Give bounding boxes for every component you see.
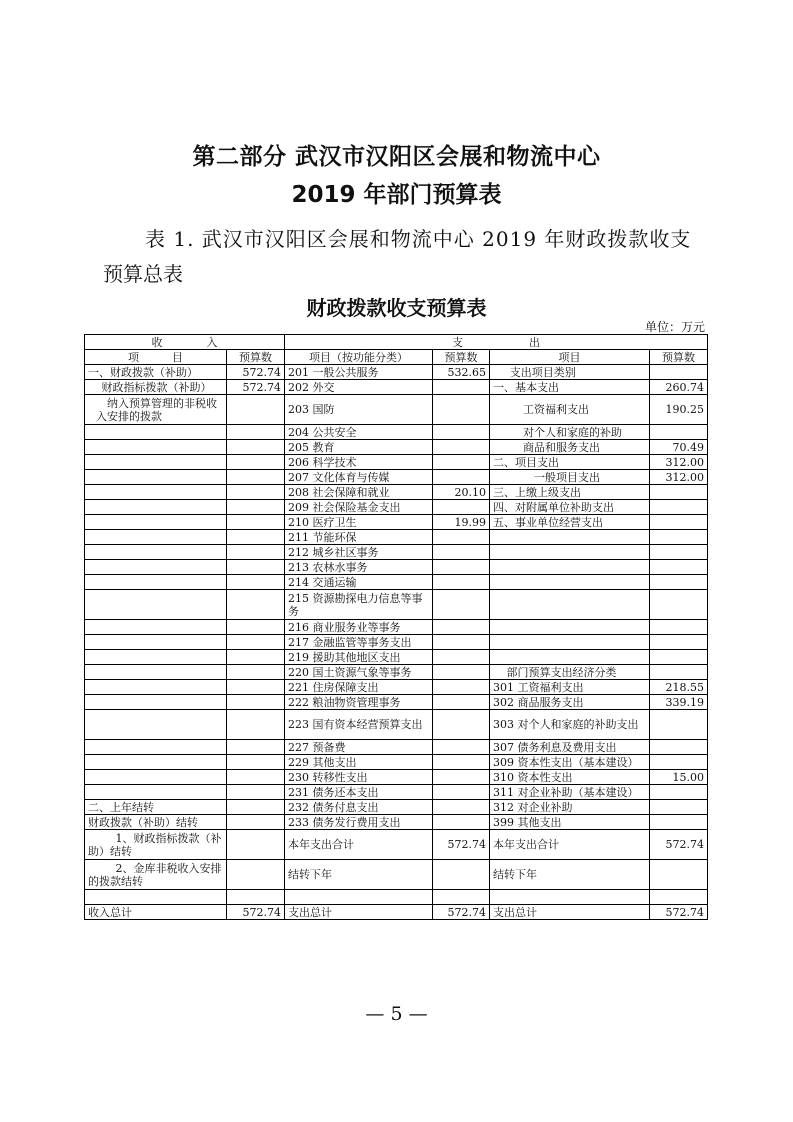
table-row xyxy=(85,530,708,545)
cell-function-item: 本年支出合计 xyxy=(285,830,433,860)
cell-income-item xyxy=(85,680,227,695)
cell-function-amount: 572.74 xyxy=(433,830,490,860)
cell-income-item xyxy=(85,470,227,485)
col-header-income-item: 项 目 xyxy=(85,350,227,365)
cell-expense-amount: 190.25 xyxy=(650,395,708,425)
cell-function-amount xyxy=(433,620,490,635)
cell-expense-item xyxy=(490,650,650,665)
cell-expense-item: 支出总计 xyxy=(490,905,650,920)
cell-expense-item: 310 资本性支出 xyxy=(490,770,650,785)
table-row xyxy=(85,515,708,530)
cell-function-item: 223 国有资本经营预算支出 xyxy=(285,710,433,740)
cell-function-item: 221 住房保障支出 xyxy=(285,680,433,695)
col-header-expense-item: 项目 xyxy=(490,350,650,365)
cell-income-amount xyxy=(227,830,285,860)
cell-income-amount xyxy=(227,785,285,800)
table-row xyxy=(85,710,708,740)
cell-expense-item xyxy=(490,890,650,905)
cell-income-item: 财政指标拨款（补助） xyxy=(85,380,227,395)
cell-expense-item: 三、上缴上级支出 xyxy=(490,485,650,500)
cell-income-amount xyxy=(227,710,285,740)
cell-expense-amount xyxy=(650,800,708,815)
cell-expense-item xyxy=(490,590,650,620)
cell-expense-amount xyxy=(650,500,708,515)
table-row xyxy=(85,665,708,680)
cell-function-item: 229 其他支出 xyxy=(285,755,433,770)
cell-income-amount xyxy=(227,500,285,515)
cell-function-amount xyxy=(433,800,490,815)
cell-expense-item: 工资福利支出 xyxy=(490,395,650,425)
cell-expense-item: 结转下年 xyxy=(490,860,650,890)
col-header-expense-amount: 预算数 xyxy=(650,350,708,365)
cell-function-amount xyxy=(433,680,490,695)
cell-income-amount xyxy=(227,590,285,620)
cell-function-amount xyxy=(433,560,490,575)
cell-income-item xyxy=(85,620,227,635)
cell-expense-amount xyxy=(650,860,708,890)
table-row xyxy=(85,770,708,785)
table-row xyxy=(85,575,708,590)
cell-function-item: 213 农林水事务 xyxy=(285,560,433,575)
cell-expense-amount xyxy=(650,425,708,440)
cell-expense-amount xyxy=(650,785,708,800)
cell-function-item: 结转下年 xyxy=(285,860,433,890)
cell-function-amount xyxy=(433,470,490,485)
cell-income-amount xyxy=(227,470,285,485)
cell-expense-item: 一般项目支出 xyxy=(490,470,650,485)
cell-expense-item: 对个人和家庭的补助 xyxy=(490,425,650,440)
cell-expense-item: 312 对企业补助 xyxy=(490,800,650,815)
cell-function-amount xyxy=(433,785,490,800)
page-subtitle: 2019 年部门预算表 xyxy=(291,182,502,208)
cell-function-amount: 532.65 xyxy=(433,365,490,380)
cell-expense-item: 301 工资福利支出 xyxy=(490,680,650,695)
cell-expense-item: 311 对企业补助（基本建设） xyxy=(490,785,650,800)
table-row xyxy=(85,680,708,695)
cell-expense-amount xyxy=(650,815,708,830)
cell-income-amount xyxy=(227,680,285,695)
cell-function-item: 209 社会保险基金支出 xyxy=(285,500,433,515)
cell-income-item xyxy=(85,425,227,440)
cell-function-item: 233 债务发行费用支出 xyxy=(285,815,433,830)
budget-table-body xyxy=(85,335,708,920)
cell-function-amount xyxy=(433,575,490,590)
cell-income-amount xyxy=(227,620,285,635)
cell-income-amount xyxy=(227,485,285,500)
cell-income-item xyxy=(85,710,227,740)
table-caption-continued: 预算总表 xyxy=(103,262,183,286)
table-row xyxy=(85,860,708,890)
cell-expense-amount: 572.74 xyxy=(650,830,708,860)
cell-function-amount: 19.99 xyxy=(433,515,490,530)
cell-income-amount xyxy=(227,815,285,830)
cell-function-item xyxy=(285,890,433,905)
table-row xyxy=(85,815,708,830)
cell-income-amount xyxy=(227,695,285,710)
table-row xyxy=(85,425,708,440)
cell-expense-amount xyxy=(650,515,708,530)
cell-function-amount xyxy=(433,755,490,770)
page-number: — 5 — xyxy=(365,1003,428,1025)
cell-function-amount xyxy=(433,395,490,425)
group-header-row xyxy=(85,335,708,350)
cell-income-item xyxy=(85,635,227,650)
table-row xyxy=(85,830,708,860)
col-header-income-amount: 预算数 xyxy=(227,350,285,365)
col-header-function-item: 项目（按功能分类） xyxy=(285,350,433,365)
cell-income-amount xyxy=(227,530,285,545)
cell-expense-amount xyxy=(650,560,708,575)
cell-function-item: 217 金融监管等事务支出 xyxy=(285,635,433,650)
cell-income-item xyxy=(85,545,227,560)
cell-function-item: 222 粮油物资管理事务 xyxy=(285,695,433,710)
cell-expense-amount xyxy=(650,665,708,680)
table-row xyxy=(85,500,708,515)
cell-function-item: 211 节能环保 xyxy=(285,530,433,545)
table-row xyxy=(85,395,708,425)
cell-income-item xyxy=(85,785,227,800)
cell-expense-amount xyxy=(650,365,708,380)
cell-function-item: 202 外交 xyxy=(285,380,433,395)
cell-function-amount xyxy=(433,455,490,470)
cell-income-item xyxy=(85,740,227,755)
cell-function-item: 206 科学技术 xyxy=(285,455,433,470)
cell-function-item: 201 一般公共服务 xyxy=(285,365,433,380)
cell-income-item xyxy=(85,890,227,905)
cell-function-item: 231 债务还本支出 xyxy=(285,785,433,800)
cell-income-item: 一、财政拨款（补助） xyxy=(85,365,227,380)
cell-income-amount xyxy=(227,755,285,770)
table-row xyxy=(85,365,708,380)
cell-expense-amount: 70.49 xyxy=(650,440,708,455)
cell-income-amount xyxy=(227,560,285,575)
cell-expense-item xyxy=(490,545,650,560)
cell-income-item xyxy=(85,665,227,680)
table-row xyxy=(85,800,708,815)
cell-expense-amount xyxy=(650,650,708,665)
cell-income-amount xyxy=(227,575,285,590)
cell-expense-amount xyxy=(650,620,708,635)
cell-function-amount xyxy=(433,500,490,515)
cell-income-item: 2、金库非税收入安排的拨款结转 xyxy=(85,860,227,890)
cell-function-item: 215 资源勘探电力信息等事务 xyxy=(285,590,433,620)
cell-expense-amount: 312.00 xyxy=(650,455,708,470)
cell-income-amount xyxy=(227,650,285,665)
table-row xyxy=(85,635,708,650)
cell-income-amount xyxy=(227,425,285,440)
cell-expense-amount xyxy=(650,590,708,620)
cell-expense-item: 302 商品服务支出 xyxy=(490,695,650,710)
table-row xyxy=(85,695,708,710)
cell-function-amount xyxy=(433,545,490,560)
table-row xyxy=(85,650,708,665)
cell-function-item: 205 教育 xyxy=(285,440,433,455)
cell-expense-item: 商品和服务支出 xyxy=(490,440,650,455)
cell-expense-amount: 339.19 xyxy=(650,695,708,710)
cell-income-amount xyxy=(227,740,285,755)
cell-expense-amount: 572.74 xyxy=(650,905,708,920)
cell-expense-amount: 218.55 xyxy=(650,680,708,695)
cell-income-amount xyxy=(227,545,285,560)
cell-expense-amount xyxy=(650,530,708,545)
cell-expense-item: 309 资本性支出（基本建设） xyxy=(490,755,650,770)
cell-income-amount xyxy=(227,890,285,905)
cell-expense-item xyxy=(490,530,650,545)
cell-income-item xyxy=(85,440,227,455)
column-header-row xyxy=(85,350,708,365)
cell-function-item: 207 文化体育与传媒 xyxy=(285,470,433,485)
cell-function-item: 支出总计 xyxy=(285,905,433,920)
cell-expense-amount: 15.00 xyxy=(650,770,708,785)
table-row xyxy=(85,740,708,755)
cell-expense-item: 307 债务利息及费用支出 xyxy=(490,740,650,755)
cell-function-item: 204 公共安全 xyxy=(285,425,433,440)
cell-function-amount xyxy=(433,710,490,740)
col-header-function-amount: 预算数 xyxy=(433,350,490,365)
table-row xyxy=(85,485,708,500)
cell-income-amount xyxy=(227,665,285,680)
cell-function-item: 208 社会保障和就业 xyxy=(285,485,433,500)
cell-function-item: 230 转移性支出 xyxy=(285,770,433,785)
cell-expense-amount xyxy=(650,485,708,500)
cell-income-amount: 572.74 xyxy=(227,365,285,380)
cell-expense-item xyxy=(490,620,650,635)
unit-label: 单位：万元 xyxy=(644,320,705,334)
table-row xyxy=(85,890,708,905)
cell-function-amount xyxy=(433,695,490,710)
cell-expense-amount xyxy=(650,890,708,905)
cell-expense-amount xyxy=(650,710,708,740)
cell-function-amount xyxy=(433,425,490,440)
cell-function-amount xyxy=(433,770,490,785)
cell-income-item: 二、上年结转 xyxy=(85,800,227,815)
table-row xyxy=(85,380,708,395)
cell-expense-item: 一、基本支出 xyxy=(490,380,650,395)
cell-expense-item xyxy=(490,635,650,650)
cell-function-amount: 20.10 xyxy=(433,485,490,500)
cell-income-item xyxy=(85,515,227,530)
cell-function-amount xyxy=(433,380,490,395)
table-row xyxy=(85,785,708,800)
cell-function-amount xyxy=(433,740,490,755)
table-row xyxy=(85,560,708,575)
cell-income-amount xyxy=(227,515,285,530)
cell-income-amount xyxy=(227,635,285,650)
cell-function-amount xyxy=(433,440,490,455)
cell-function-item: 214 交通运输 xyxy=(285,575,433,590)
expense-group-header: 支 出 xyxy=(285,335,708,350)
cell-function-item: 227 预备费 xyxy=(285,740,433,755)
cell-expense-item: 四、对附属单位补助支出 xyxy=(490,500,650,515)
table-row xyxy=(85,470,708,485)
cell-income-item: 1、财政指标拨款（补助）结转 xyxy=(85,830,227,860)
cell-expense-amount xyxy=(650,545,708,560)
cell-expense-item xyxy=(490,575,650,590)
cell-income-item xyxy=(85,455,227,470)
cell-expense-item: 部门预算支出经济分类 xyxy=(490,665,650,680)
cell-expense-amount: 260.74 xyxy=(650,380,708,395)
cell-function-item: 219 援助其他地区支出 xyxy=(285,650,433,665)
table-caption: 表 1. 武汉市汉阳区会展和物流中心 2019 年财政拨款收支 xyxy=(145,227,692,251)
table-row xyxy=(85,455,708,470)
cell-income-item xyxy=(85,695,227,710)
cell-income-item xyxy=(85,530,227,545)
cell-expense-amount: 312.00 xyxy=(650,470,708,485)
cell-income-item: 财政拨款（补助）结转 xyxy=(85,815,227,830)
cell-function-amount xyxy=(433,650,490,665)
cell-expense-amount xyxy=(650,575,708,590)
cell-function-amount xyxy=(433,860,490,890)
cell-expense-item: 二、项目支出 xyxy=(490,455,650,470)
cell-income-amount xyxy=(227,440,285,455)
cell-function-item: 203 国防 xyxy=(285,395,433,425)
cell-income-item xyxy=(85,560,227,575)
cell-expense-item: 五、事业单位经营支出 xyxy=(490,515,650,530)
cell-function-amount xyxy=(433,590,490,620)
table-row xyxy=(85,440,708,455)
cell-income-item: 纳入预算管理的非税收入安排的拨款 xyxy=(85,395,227,425)
cell-function-amount: 572.74 xyxy=(433,905,490,920)
cell-income-item xyxy=(85,770,227,785)
cell-income-item xyxy=(85,590,227,620)
budget-table xyxy=(84,334,708,920)
table-row xyxy=(85,755,708,770)
cell-function-item: 232 债务付息支出 xyxy=(285,800,433,815)
cell-function-amount xyxy=(433,665,490,680)
cell-function-amount xyxy=(433,530,490,545)
cell-income-amount xyxy=(227,800,285,815)
cell-function-amount xyxy=(433,815,490,830)
cell-income-amount: 572.74 xyxy=(227,905,285,920)
table-row xyxy=(85,620,708,635)
cell-income-item xyxy=(85,650,227,665)
cell-expense-amount xyxy=(650,755,708,770)
cell-income-amount xyxy=(227,770,285,785)
table-row xyxy=(85,590,708,620)
cell-function-amount xyxy=(433,890,490,905)
cell-function-item: 220 国土资源气象等事务 xyxy=(285,665,433,680)
cell-income-item xyxy=(85,485,227,500)
cell-income-item xyxy=(85,755,227,770)
table-row xyxy=(85,905,708,920)
cell-function-item: 212 城乡社区事务 xyxy=(285,545,433,560)
cell-function-item: 216 商业服务业等事务 xyxy=(285,620,433,635)
cell-function-item: 210 医疗卫生 xyxy=(285,515,433,530)
cell-expense-amount xyxy=(650,740,708,755)
cell-expense-item: 303 对个人和家庭的补助支出 xyxy=(490,710,650,740)
cell-income-amount xyxy=(227,860,285,890)
cell-income-item: 收入总计 xyxy=(85,905,227,920)
cell-income-amount: 572.74 xyxy=(227,380,285,395)
cell-function-amount xyxy=(433,635,490,650)
cell-income-amount xyxy=(227,455,285,470)
cell-expense-amount xyxy=(650,635,708,650)
cell-expense-item: 支出项目类别 xyxy=(490,365,650,380)
table-row xyxy=(85,545,708,560)
cell-income-item xyxy=(85,575,227,590)
cell-expense-item: 399 其他支出 xyxy=(490,815,650,830)
cell-income-item xyxy=(85,500,227,515)
income-group-header: 收 入 xyxy=(85,335,285,350)
cell-income-amount xyxy=(227,395,285,425)
table-title: 财政拨款收支预算表 xyxy=(306,296,487,320)
cell-expense-item xyxy=(490,560,650,575)
page-title: 第二部分 武汉市汉阳区会展和物流中心 xyxy=(192,144,601,170)
cell-expense-item: 本年支出合计 xyxy=(490,830,650,860)
